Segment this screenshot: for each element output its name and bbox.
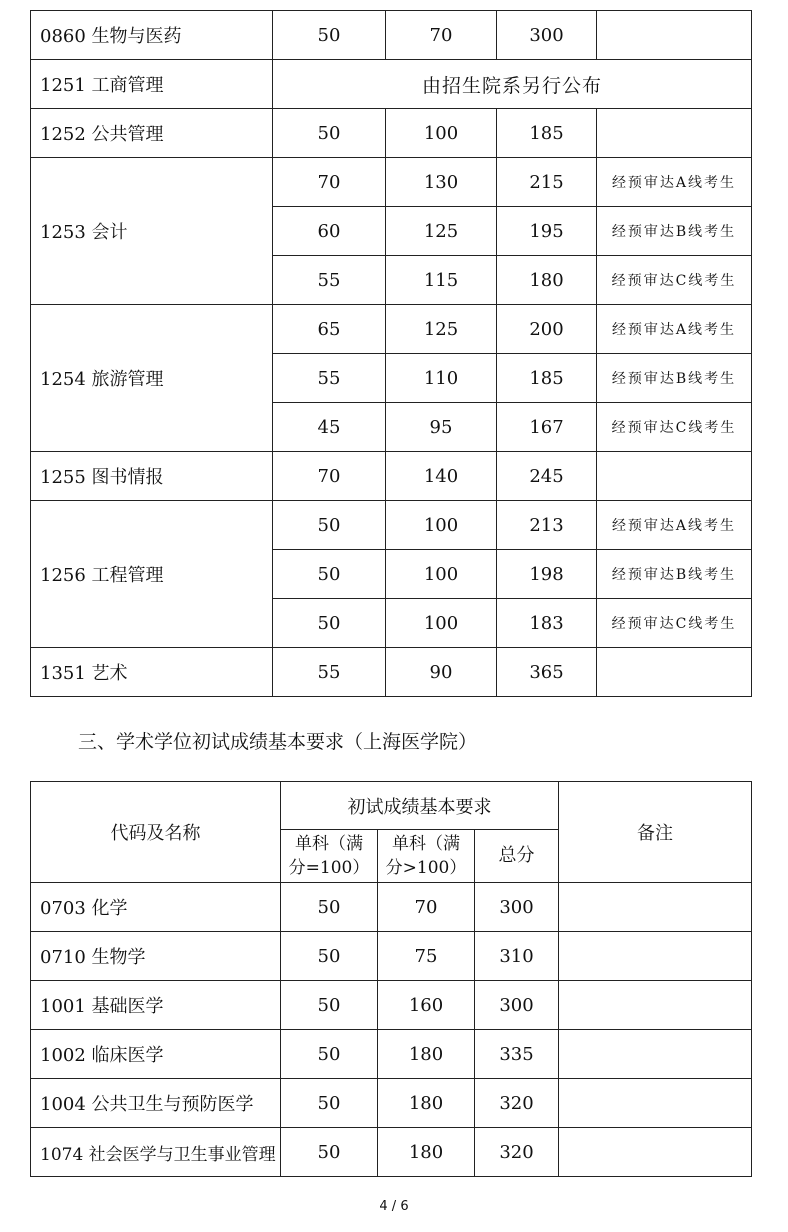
page-number: 4 / 6 [379, 1199, 409, 1214]
single-score-gt100: 110 [386, 354, 497, 403]
single-score-100: 50 [273, 11, 386, 60]
remark: 经预审达C线考生 [597, 599, 752, 648]
total-score: 215 [497, 158, 597, 207]
table-row [31, 60, 752, 109]
program-name: 1002 临床医学 [31, 1030, 281, 1079]
single-score-100: 50 [281, 1030, 378, 1079]
total-score: 320 [475, 1128, 559, 1177]
program-name: 1256 工程管理 [31, 501, 273, 648]
score-table-academic [30, 781, 752, 1177]
single-score-100: 50 [273, 109, 386, 158]
table-row [31, 452, 752, 501]
remark: 经预审达B线考生 [597, 207, 752, 256]
remark [597, 452, 752, 501]
table-row [31, 1079, 752, 1128]
total-score: 213 [497, 501, 597, 550]
remark [559, 883, 752, 932]
header-basic-requirement: 初试成绩基本要求 [281, 782, 559, 830]
single-score-gt100: 180 [378, 1128, 475, 1177]
program-name: 0703 化学 [31, 883, 281, 932]
header-single-100-line1: 单科（满 [295, 834, 363, 854]
single-score-gt100: 115 [386, 256, 497, 305]
table-row [31, 501, 752, 550]
remark [597, 11, 752, 60]
program-name: 1001 基础医学 [31, 981, 281, 1030]
single-score-gt100: 100 [386, 550, 497, 599]
total-score: 300 [475, 981, 559, 1030]
table-row [31, 305, 752, 354]
single-score-100: 50 [281, 883, 378, 932]
single-score-gt100: 125 [386, 305, 497, 354]
remark: 经预审达A线考生 [597, 501, 752, 550]
single-score-100: 50 [281, 1079, 378, 1128]
total-score: 310 [475, 932, 559, 981]
total-score: 320 [475, 1079, 559, 1128]
single-score-gt100: 160 [378, 981, 475, 1030]
header-single-100-line2: 分=100） [288, 858, 370, 878]
table-row [31, 109, 752, 158]
program-name: 0860 生物与医药 [31, 11, 273, 60]
header-single-gt100-line2: 分>100） [385, 858, 467, 878]
table-row [31, 932, 752, 981]
score-table-professional [30, 10, 752, 697]
remark [597, 648, 752, 697]
table-row [31, 11, 752, 60]
remark: 经预审达A线考生 [597, 305, 752, 354]
table-row [31, 1128, 752, 1177]
table-row [31, 158, 752, 207]
program-name: 1251 工商管理 [31, 60, 273, 109]
single-score-100: 50 [273, 550, 386, 599]
single-score-gt100: 90 [386, 648, 497, 697]
program-name: 1253 会计 [31, 158, 273, 305]
header-remark: 备注 [559, 782, 752, 883]
single-score-gt100: 125 [386, 207, 497, 256]
single-score-gt100: 95 [386, 403, 497, 452]
single-score-gt100: 75 [378, 932, 475, 981]
single-score-100: 70 [273, 452, 386, 501]
total-score: 200 [497, 305, 597, 354]
single-score-100: 70 [273, 158, 386, 207]
remark: 经预审达B线考生 [597, 550, 752, 599]
program-name: 1252 公共管理 [31, 109, 273, 158]
total-score: 167 [497, 403, 597, 452]
program-name: 1004 公共卫生与预防医学 [31, 1079, 281, 1128]
single-score-gt100: 130 [386, 158, 497, 207]
program-name: 0710 生物学 [31, 932, 281, 981]
single-score-gt100: 100 [386, 501, 497, 550]
single-score-gt100: 70 [378, 883, 475, 932]
remark [559, 1030, 752, 1079]
merged-announcement: 由招生院系另行公布 [273, 60, 752, 109]
single-score-gt100: 100 [386, 109, 497, 158]
remark: 经预审达C线考生 [597, 256, 752, 305]
remark: 经预审达A线考生 [597, 158, 752, 207]
single-score-100: 50 [273, 501, 386, 550]
program-name: 1255 图书情报 [31, 452, 273, 501]
remark [559, 1128, 752, 1177]
program-name: 1254 旅游管理 [31, 305, 273, 452]
single-score-gt100: 180 [378, 1030, 475, 1079]
single-score-100: 50 [281, 932, 378, 981]
total-score: 185 [497, 354, 597, 403]
total-score: 365 [497, 648, 597, 697]
header-code-name: 代码及名称 [31, 782, 281, 883]
single-score-100: 60 [273, 207, 386, 256]
total-score: 300 [497, 11, 597, 60]
single-score-100: 65 [273, 305, 386, 354]
program-name: 1351 艺术 [31, 648, 273, 697]
header-single-gt100 [378, 830, 475, 883]
single-score-100: 50 [281, 1128, 378, 1177]
single-score-gt100: 70 [386, 11, 497, 60]
table-row [31, 648, 752, 697]
single-score-100: 55 [273, 256, 386, 305]
single-score-100: 50 [273, 599, 386, 648]
section-heading: 三、学术学位初试成绩基本要求（上海医学院） [78, 731, 478, 753]
header-single-100 [281, 830, 378, 883]
remark [559, 1079, 752, 1128]
single-score-gt100: 140 [386, 452, 497, 501]
single-score-gt100: 180 [378, 1079, 475, 1128]
remark: 经预审达C线考生 [597, 403, 752, 452]
remark [597, 109, 752, 158]
single-score-100: 55 [273, 354, 386, 403]
remark: 经预审达B线考生 [597, 354, 752, 403]
table-header-row [31, 782, 752, 830]
table-row [31, 883, 752, 932]
remark [559, 981, 752, 1030]
total-score: 195 [497, 207, 597, 256]
total-score: 245 [497, 452, 597, 501]
total-score: 198 [497, 550, 597, 599]
table-row [31, 981, 752, 1030]
total-score: 180 [497, 256, 597, 305]
single-score-gt100: 100 [386, 599, 497, 648]
remark [559, 932, 752, 981]
single-score-100: 50 [281, 981, 378, 1030]
program-name: 1074 社会医学与卫生事业管理 [31, 1128, 281, 1177]
single-score-100: 45 [273, 403, 386, 452]
total-score: 335 [475, 1030, 559, 1079]
header-single-gt100-line1: 单科（满 [392, 834, 460, 854]
header-total: 总分 [475, 830, 559, 883]
total-score: 183 [497, 599, 597, 648]
total-score: 300 [475, 883, 559, 932]
total-score: 185 [497, 109, 597, 158]
table-row [31, 1030, 752, 1079]
single-score-100: 55 [273, 648, 386, 697]
